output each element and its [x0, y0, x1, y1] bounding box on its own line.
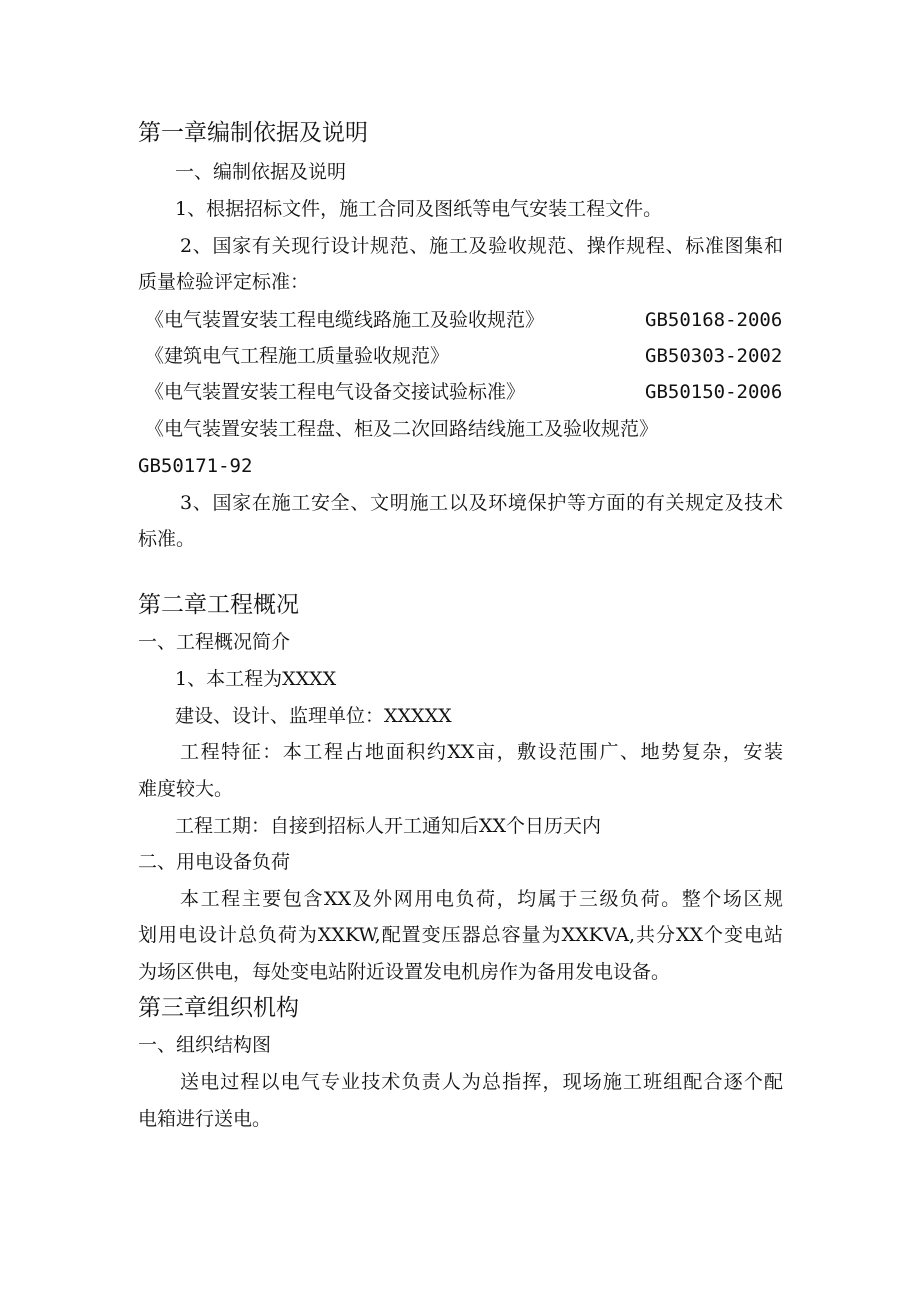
paragraph: 工程工期：自接到招标人开工通知后XX个日历天内 — [175, 815, 602, 837]
paragraph: 标准。 — [138, 528, 196, 550]
chapter-1-title: 第一章编制依据及说明 — [138, 120, 368, 146]
standard-code: GB50303-2002 — [645, 345, 783, 367]
section-heading: 一、编制依据及说明 — [175, 161, 347, 183]
standard-code: GB50168-2006 — [645, 309, 783, 331]
standard-name: 《建筑电气工程施工质量验收规范》 — [145, 345, 450, 367]
paragraph: 3、国家在施工安全、文明施工以及环境保护等方面的有关规定及技术 — [180, 492, 783, 514]
section-heading: 一、工程概况简介 — [138, 631, 291, 653]
paragraph: 电箱进行送电。 — [138, 1108, 272, 1130]
chapter-2-title: 第二章工程概况 — [138, 592, 299, 618]
chapter-3-title: 第三章组织机构 — [138, 995, 299, 1021]
standard-name: 《电气装置安装工程电气设备交接试验标准》 — [145, 381, 526, 403]
standard-name: 《电气装置安装工程盘、柜及二次回路结线施工及验收规范》 — [145, 418, 659, 440]
paragraph: 建设、设计、监理单位：XXXXX — [175, 705, 452, 727]
paragraph: 送电过程以电气专业技术负责人为总指挥，现场施工班组配合逐个配 — [180, 1071, 783, 1093]
paragraph: 难度较大。 — [138, 778, 234, 800]
paragraph: 1、根据招标文件，施工合同及图纸等电气安装工程文件。 — [175, 198, 663, 220]
standard-code: GB50150-2006 — [645, 381, 783, 403]
standard-code: GB50171-92 — [138, 455, 253, 477]
paragraph: 1、本工程为XXXX — [175, 668, 337, 690]
paragraph: 本工程主要包含XX及外网用电负荷，均属于三级负荷。整个场区规 — [180, 888, 783, 910]
standard-name: 《电气装置安装工程电缆线路施工及验收规范》 — [145, 309, 545, 331]
paragraph: 为场区供电，每处变电站附近设置发电机房作为备用发电设备。 — [138, 961, 671, 983]
section-heading: 一、组织结构图 — [138, 1034, 272, 1056]
paragraph: 2、国家有关现行设计规范、施工及验收规范、操作规程、标准图集和 — [180, 235, 783, 257]
paragraph: 工程特征：本工程占地面积约XX亩，敷设范围广、地势复杂，安装 — [180, 741, 783, 763]
paragraph: 划用电设计总负荷为XXKW,配置变压器总容量为XXKVA,共分XX个变电站 — [138, 924, 783, 946]
paragraph: 质量检验评定标准： — [138, 271, 310, 293]
section-heading: 二、用电设备负荷 — [138, 851, 291, 873]
